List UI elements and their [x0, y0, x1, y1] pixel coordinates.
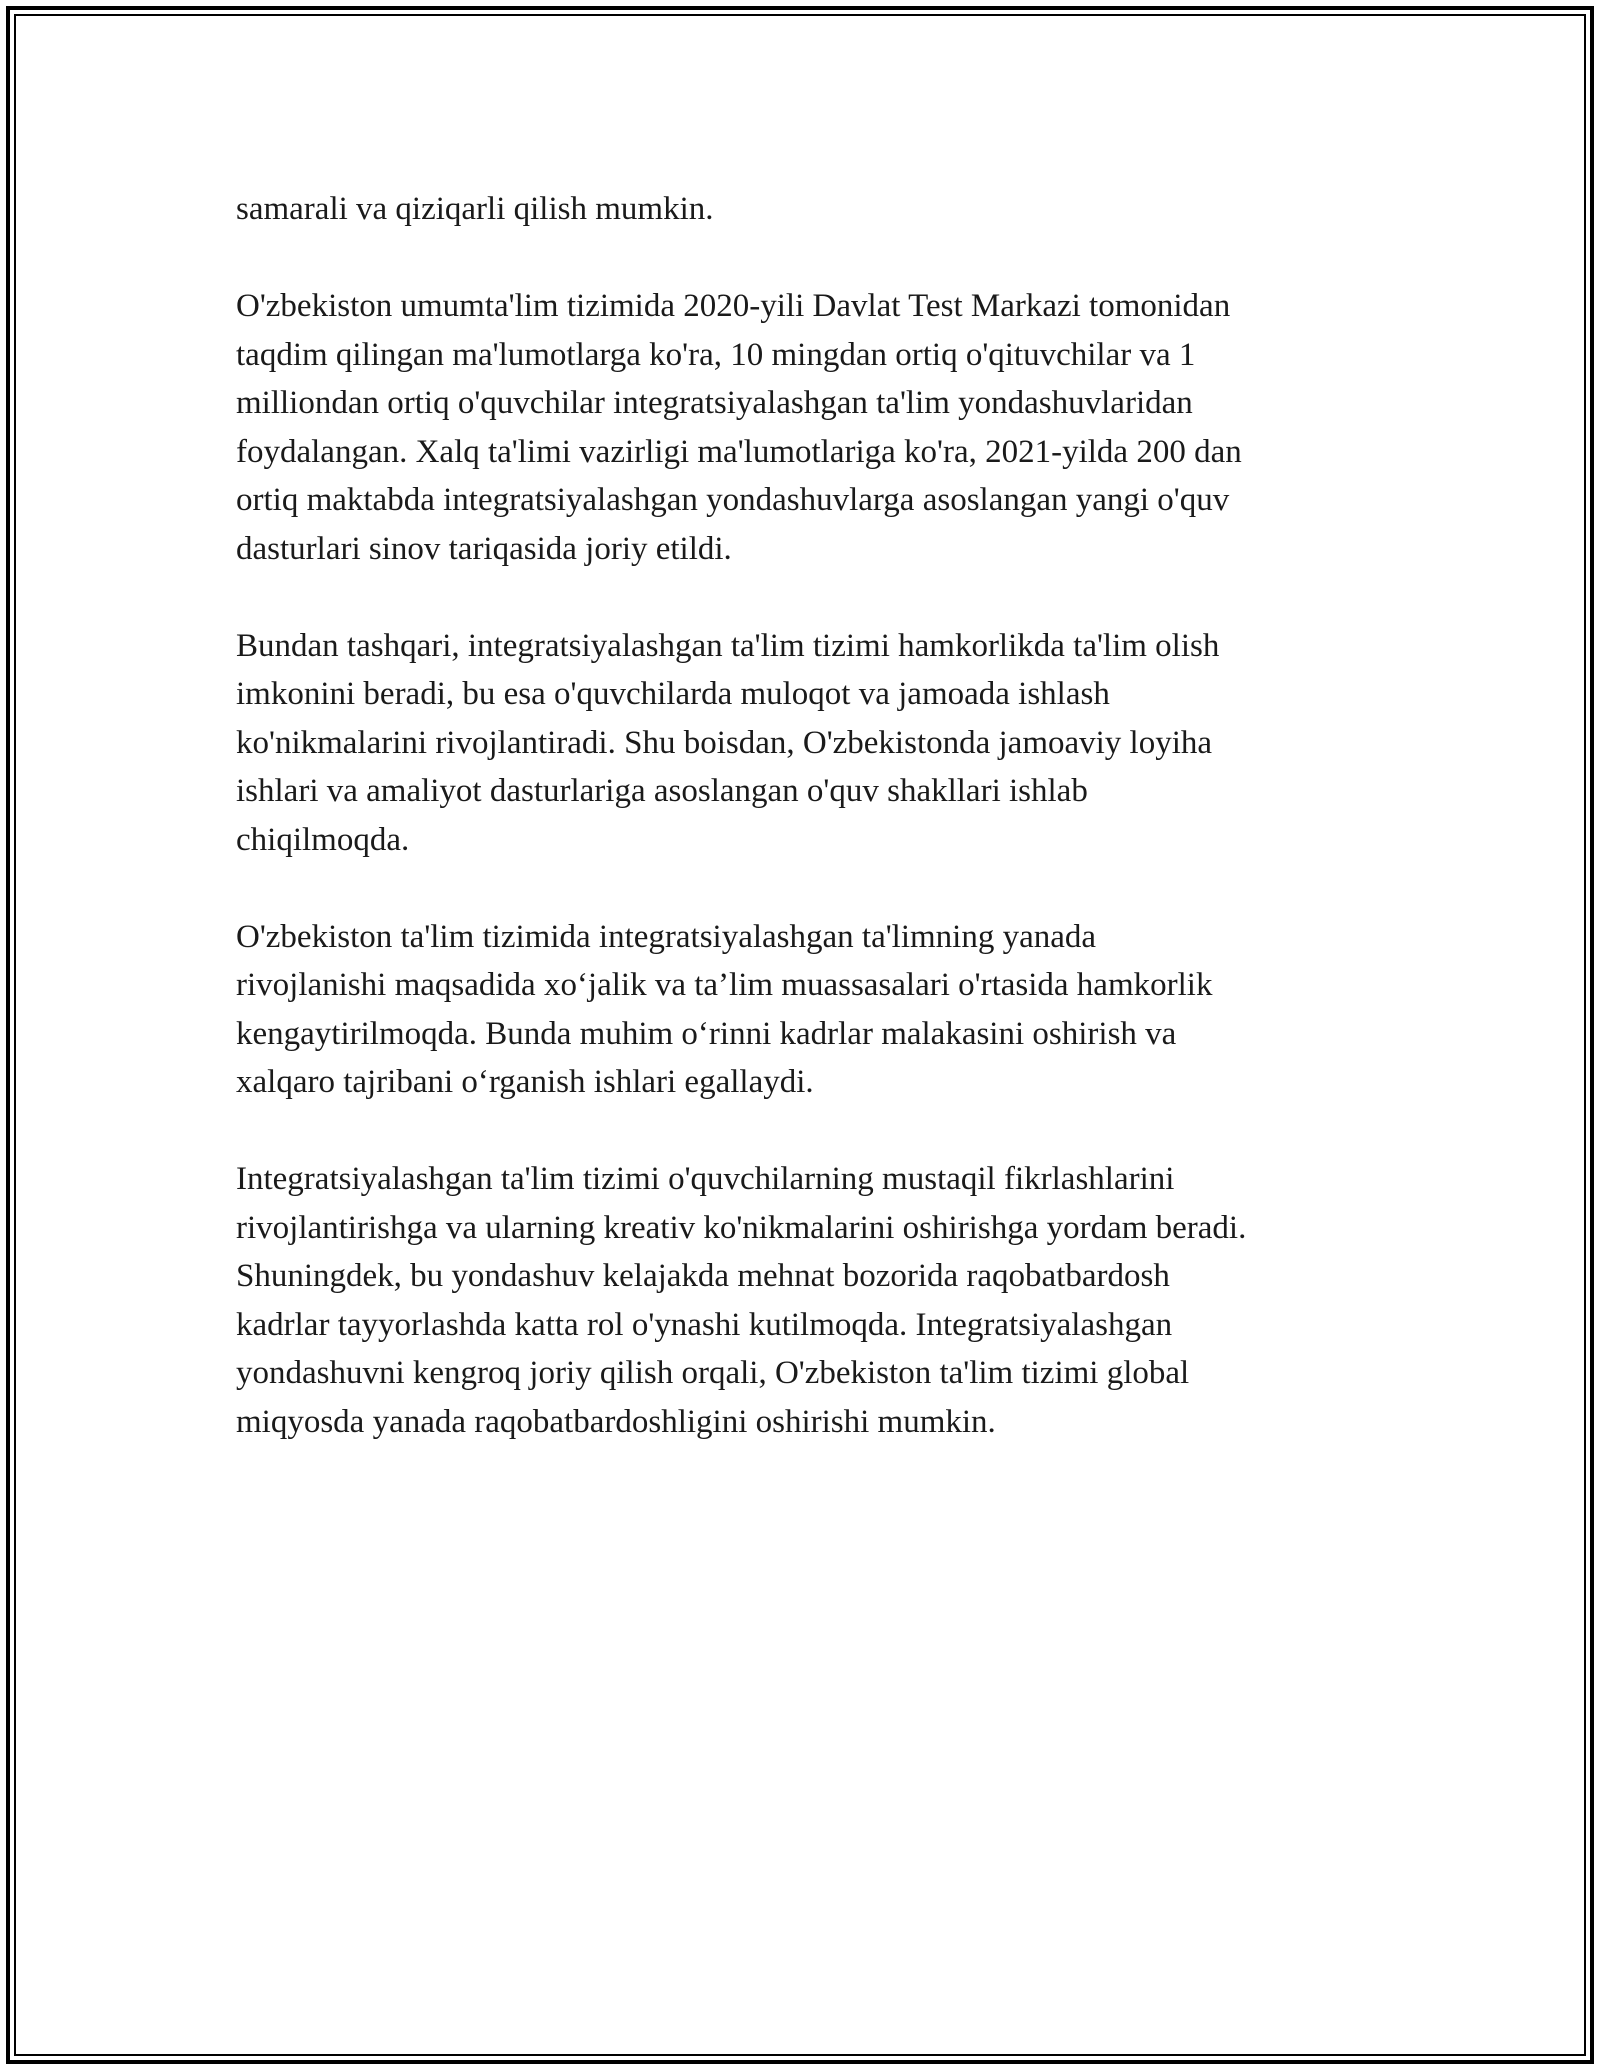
text-line: yondashuvni kengroq joriy qilish orqali, O'zbekiston ta'lim tizimi global — [236, 1355, 1190, 1391]
text-line: ortiq maktabda integratsiyalashgan yondashuvlarga asoslangan yangi o'quv — [236, 482, 1230, 518]
paragraph — [236, 282, 1366, 573]
text-line: chiqilmoqda. — [236, 821, 410, 858]
text-line: Shuningdek, bu yondashuv kelajakda mehnat bozorida raqobatbardosh — [236, 1258, 1170, 1294]
text-line: Integratsiyalashgan ta'lim tizimi o'quvchilarning mustaqil fikrlashlarini — [236, 1161, 1175, 1197]
text-line: milliondan ortiq o'quvchilar integratsiyalashgan ta'lim yondashuvlaridan — [236, 385, 1193, 421]
text-line: kadrlar tayyorlashda katta rol o'ynashi kutilmoqda. Integratsiyalashgan — [236, 1306, 1173, 1343]
text-line: kengaytirilmoqda. Bunda muhim o‘rinni kadrlar malakasini oshirish va — [236, 1015, 1177, 1052]
text-line: ishlari va amaliyot dasturlariga asoslangan o'quv shakllari ishlab — [236, 773, 1088, 809]
text-line: imkonini beradi, bu esa o'quvchilarda muloqot va jamoada ishlash — [236, 676, 1110, 712]
text-line: ko'nikmalarini rivojlantiradi. Shu boisdan, O'zbekistonda jamoaviy loyiha — [236, 724, 1213, 761]
paragraph — [236, 622, 1366, 865]
text-line: taqdim qilingan ma'lumotlarga ko'ra, 10 mingdan ortiq o'qituvchilar va 1 — [236, 336, 1196, 373]
text-line: O'zbekiston ta'lim tizimida integratsiyalashgan ta'limning yanada — [236, 918, 1097, 955]
text-line: foydalangan. Xalq ta'limi vazirligi ma'lumotlariga ko'ra, 2021-yilda 200 dan — [236, 433, 1242, 470]
text-line: xalqaro tajribani o‘rganish ishlari egallaydi. — [236, 1064, 814, 1100]
paragraph — [236, 1155, 1366, 1446]
paragraph — [236, 185, 1366, 234]
text-line: O'zbekiston umumta'lim tizimida 2020-yili Davlat Test Markazi tomonidan — [236, 288, 1231, 324]
document-body — [236, 185, 1366, 1495]
text-line: rivojlantirishga va ularning kreativ ko'nikmalarini oshirishga yordam beradi. — [236, 1209, 1247, 1246]
text-line: dasturlari sinov tariqasida joriy etildi. — [236, 530, 732, 567]
text-line: rivojlanishi maqsadida xo‘jalik va ta’lim muassasalari o'rtasida hamkorlik — [236, 967, 1213, 1003]
paragraph — [236, 913, 1366, 1107]
text-line: Bundan tashqari, integratsiyalashgan ta'lim tizimi hamkorlikda ta'lim olish — [236, 627, 1220, 664]
text-line: samarali va qiziqarli qilish mumkin. — [236, 191, 714, 227]
text-line: miqyosda yanada raqobatbardoshligini oshirishi mumkin. — [236, 1403, 996, 1440]
